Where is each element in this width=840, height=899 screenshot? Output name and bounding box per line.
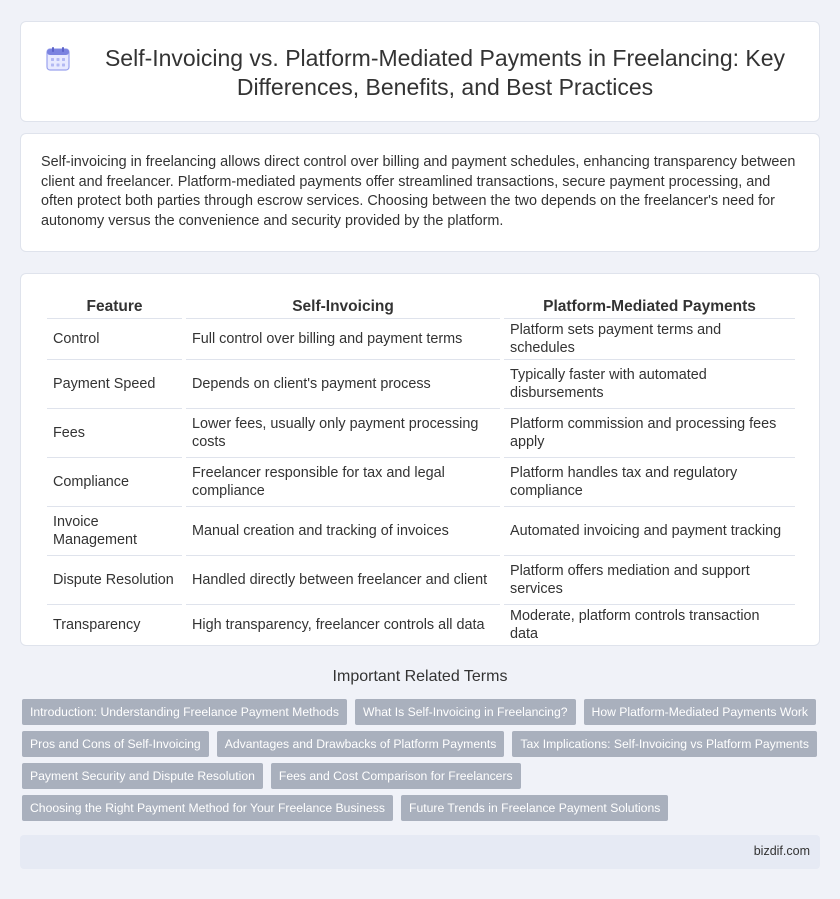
row-self-invoicing: Manual creation and tracking of invoices — [186, 507, 500, 556]
row-feature: Compliance — [47, 458, 182, 507]
related-term-tag[interactable]: How Platform-Mediated Payments Work — [584, 699, 817, 725]
row-self-invoicing: Full control over billing and payment terms — [186, 319, 500, 360]
row-self-invoicing: High transparency, freelancer controls all data — [186, 605, 500, 646]
footer — [20, 835, 820, 869]
related-term-tag[interactable]: Advantages and Drawbacks of Platform Payments — [217, 731, 505, 757]
row-platform: Platform offers mediation and support services — [504, 556, 795, 605]
header-card — [20, 21, 820, 122]
intro-card — [20, 133, 820, 252]
row-feature: Dispute Resolution — [47, 556, 182, 605]
page-title: Self-Invoicing vs. Platform-Mediated Payments in Freelancing: Key Differences, Benefits, and Best Practices — [104, 45, 786, 100]
row-self-invoicing: Lower fees, usually only payment processing costs — [186, 409, 500, 458]
row-feature: Invoice Management — [47, 507, 182, 556]
row-feature: Payment Speed — [47, 360, 182, 409]
comparison-table — [43, 295, 799, 646]
row-platform: Automated invoicing and payment tracking — [504, 507, 795, 556]
column-header-feature: Feature — [47, 295, 182, 319]
table-row — [47, 319, 795, 360]
intro-paragraph: Self-invoicing in freelancing allows direct control over billing and payment schedules, enhancing transparency between client and freelancer. Platform-mediated payments offer streamlined transactions, secure payment processing, and often protect both parties through escrow services. Choosing between the two depends on the freelancer's need for autonomy versus the convenience and security provided by the platform. — [41, 154, 796, 229]
column-header-platform-payments: Platform-Mediated Payments — [504, 295, 795, 319]
row-platform: Platform sets payment terms and schedules — [504, 319, 795, 360]
related-term-tag[interactable]: Future Trends in Freelance Payment Solutions — [401, 795, 668, 821]
table-row — [47, 556, 795, 605]
related-term-tag[interactable]: Introduction: Understanding Freelance Payment Methods — [22, 699, 347, 725]
column-header-self-invoicing: Self-Invoicing — [186, 295, 500, 319]
row-self-invoicing: Handled directly between freelancer and client — [186, 556, 500, 605]
table-row — [47, 409, 795, 458]
table-row — [47, 458, 795, 507]
related-term-tag[interactable]: What Is Self-Invoicing in Freelancing? — [355, 699, 576, 725]
row-platform: Typically faster with automated disbursements — [504, 360, 795, 409]
row-feature: Transparency — [47, 605, 182, 646]
footer-site-link[interactable]: bizdif.com — [753, 844, 810, 858]
related-term-tag[interactable]: Pros and Cons of Self-Invoicing — [22, 731, 209, 757]
table-row — [47, 605, 795, 646]
row-feature: Fees — [47, 409, 182, 458]
related-term-tag[interactable]: Tax Implications: Self-Invoicing vs Platform Payments — [512, 731, 817, 757]
related-terms-list — [22, 699, 822, 821]
row-platform: Platform commission and processing fees apply — [504, 409, 795, 458]
table-row — [47, 507, 795, 556]
row-self-invoicing: Depends on client's payment process — [186, 360, 500, 409]
comparison-table-card — [20, 273, 820, 646]
row-platform: Moderate, platform controls transaction data — [504, 605, 795, 646]
row-feature: Control — [47, 319, 182, 360]
related-term-tag[interactable]: Fees and Cost Comparison for Freelancers — [271, 763, 521, 789]
table-row — [47, 360, 795, 409]
related-terms-heading: Important Related Terms — [332, 668, 508, 685]
related-term-tag[interactable]: Choosing the Right Payment Method for Your Freelance Business — [22, 795, 393, 821]
table-header-row — [47, 295, 795, 319]
related-term-tag[interactable]: Payment Security and Dispute Resolution — [22, 763, 263, 789]
row-self-invoicing: Freelancer responsible for tax and legal compliance — [186, 458, 500, 507]
row-platform: Platform handles tax and regulatory compliance — [504, 458, 795, 507]
